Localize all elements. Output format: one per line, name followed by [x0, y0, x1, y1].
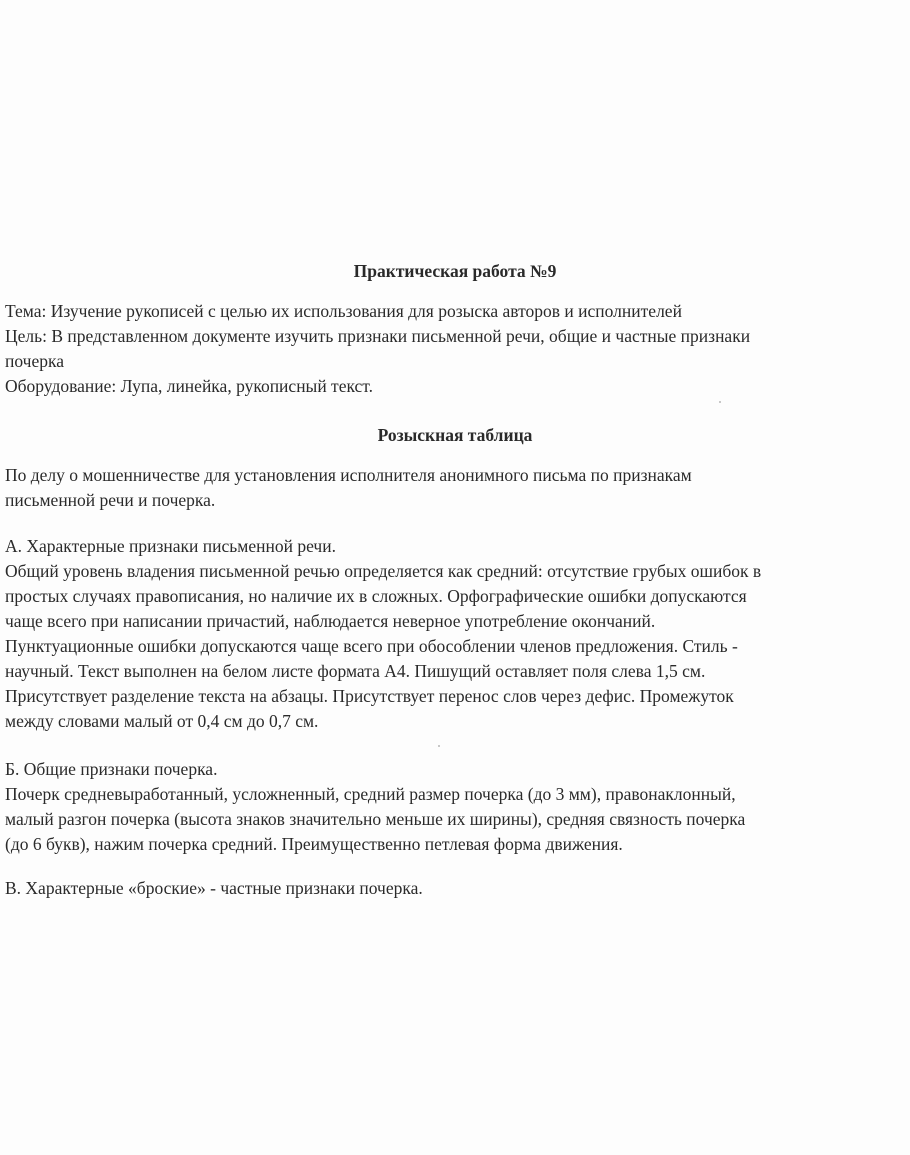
section-b-line: (до 6 букв), нажим почерка средний. Преимущественно петлевая форма движения.: [5, 834, 623, 854]
intro-line-2: письменной речи и почерка.: [5, 490, 216, 510]
section-v: [5, 876, 885, 901]
topic-line: Тема: Изучение рукописей с целью их использования для розыска авторов и исполнителей: [5, 301, 682, 321]
section-a-line: простых случаях правописания, но наличие их в сложных. Орфографические ошибки допускаются: [5, 586, 747, 606]
equipment-line: Оборудование: Лупа, линейка, рукописный текст.: [5, 376, 374, 396]
section-a: [5, 534, 885, 734]
section-a-line: Присутствует разделение текста на абзацы. Присутствует перенос слов через дефис. Промежуток: [5, 686, 734, 706]
intro-block: [5, 463, 885, 513]
meta-block: [5, 299, 885, 399]
intro-line-1: По делу о мошенничестве для установления исполнителя анонимного письма по признакам: [5, 465, 692, 485]
section-a-line: чаще всего при написании причастий, наблюдается неверное употребление окончаний.: [5, 611, 656, 631]
section-b-heading: Б. Общие признаки почерка.: [5, 759, 218, 779]
section-a-line: научный. Текст выполнен на белом листе формата А4. Пишущий оставляет поля слева 1,5 см.: [5, 661, 706, 681]
scan-speck: [719, 401, 721, 403]
section-a-line: Пунктуационные ошибки допускаются чаще всего при обособлении членов предложения. Стиль -: [5, 636, 738, 656]
goal-line-1: Цель: В представленном документе изучить признаки письменной речи, общие и частные признаки: [5, 326, 751, 346]
section-a-line: Общий уровень владения письменной речью определяется как средний: отсутствие грубых ошибок в: [5, 561, 762, 581]
section-a-heading: А. Характерные признаки письменной речи.: [5, 536, 336, 556]
page-title: Практическая работа №9: [353, 261, 557, 281]
section-v-heading: В. Характерные «броские» - частные признаки почерка.: [5, 878, 423, 898]
section-a-line: между словами малый от 0,4 см до 0,7 см.: [5, 711, 319, 731]
table-title: Розыскная таблица: [377, 425, 533, 445]
section-b-line: Почерк средневыработанный, усложненный, средний размер почерка (до 3 мм), правонаклонный,: [5, 784, 736, 804]
section-b: [5, 757, 885, 857]
goal-line-2: почерка: [5, 351, 64, 371]
section-b-line: малый разгон почерка (высота знаков значительно меньше их ширины), средняя связность почерка: [5, 809, 746, 829]
scan-speck: [438, 745, 440, 747]
